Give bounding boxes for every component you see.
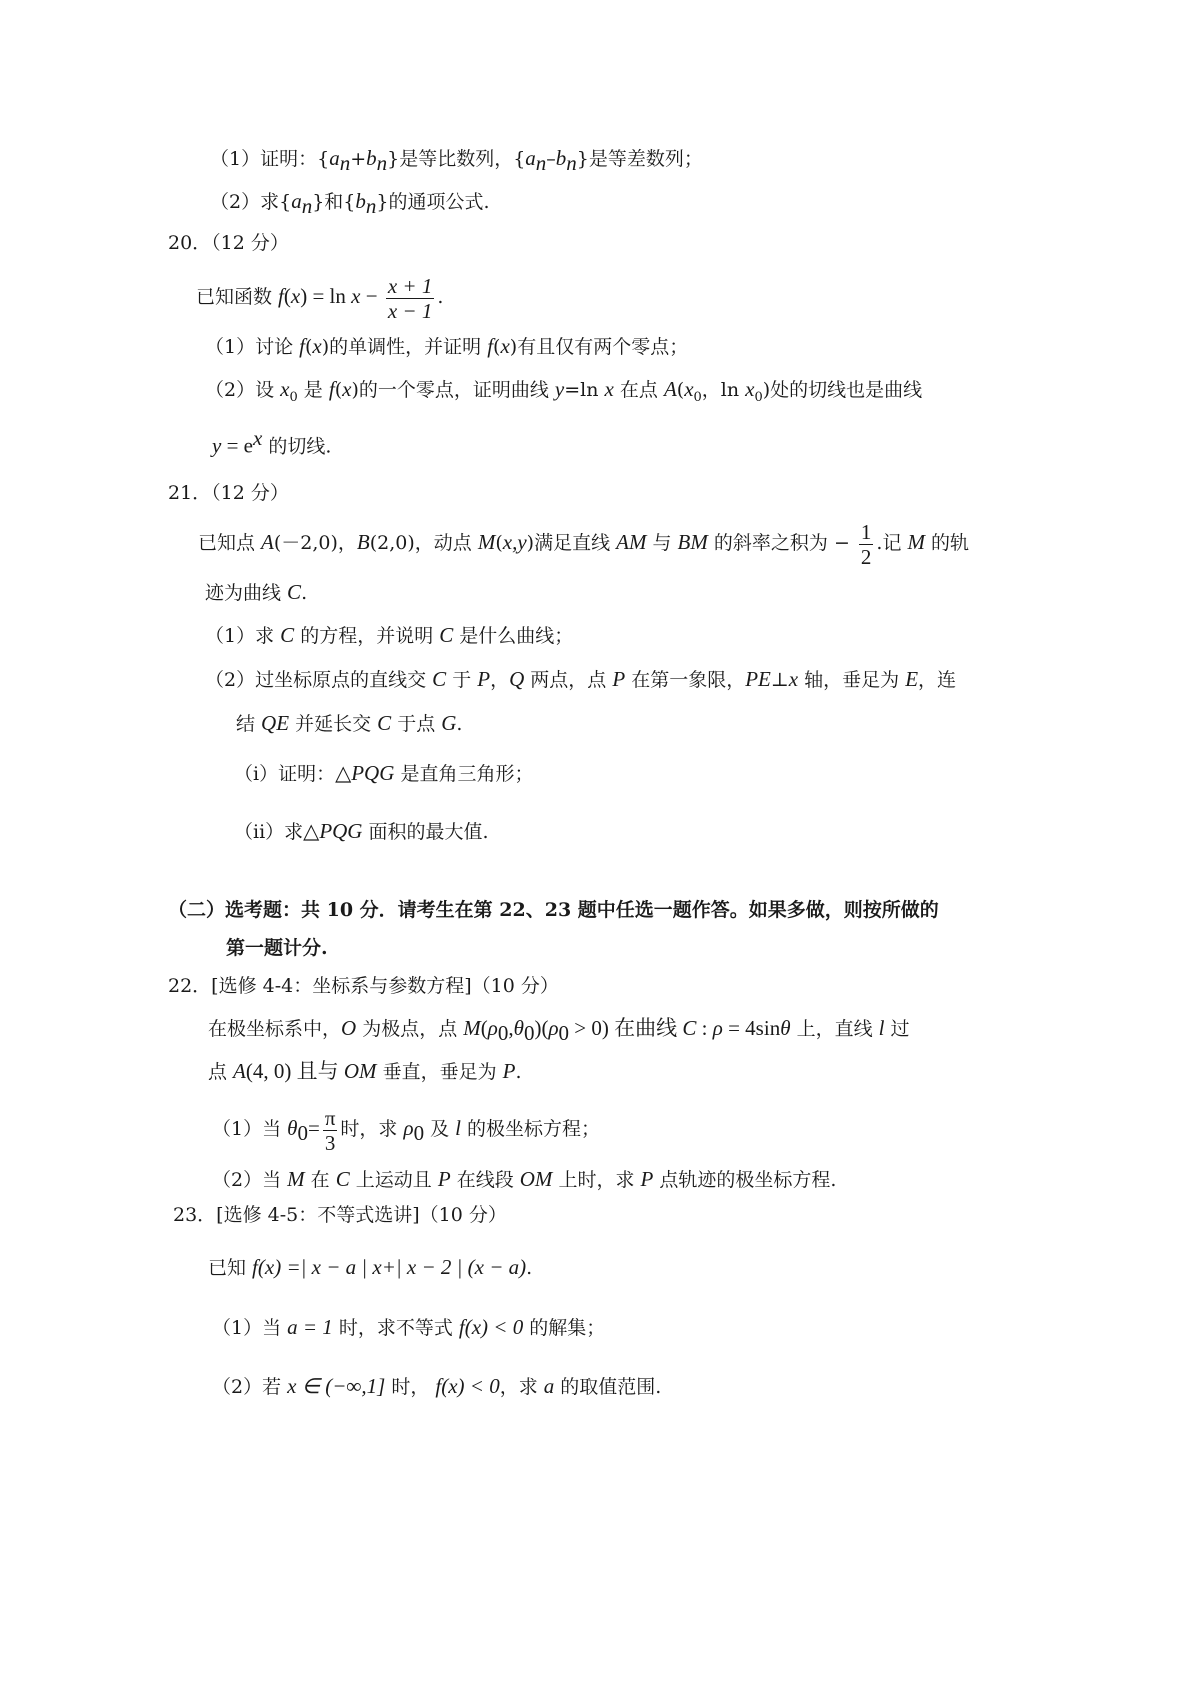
q22-stem-text: 为极点，点 xyxy=(356,1018,464,1040)
sup-x: x xyxy=(253,426,263,450)
q20-header: 20．（12 分） xyxy=(168,232,289,254)
sub-0: 0 xyxy=(413,1120,425,1145)
point-G: G xyxy=(441,711,457,735)
q22-p1-text: （1）当 xyxy=(212,1118,288,1140)
var-x: x xyxy=(788,667,799,691)
paren: ( xyxy=(480,1016,488,1040)
q20-p2-text: ，ln xyxy=(701,379,746,401)
q20-p1-text: （1）讨论 xyxy=(205,336,300,358)
curve-C: C xyxy=(335,1167,350,1191)
q20-p1-text: 的单调性，并证明 xyxy=(329,336,488,358)
q22-p2-text: 在线段 xyxy=(450,1169,520,1191)
var-theta: θ xyxy=(513,1016,524,1040)
fraction xyxy=(323,1106,338,1155)
q22-stem2-text: 垂直，垂足为 xyxy=(376,1061,503,1083)
var-rho: ρ xyxy=(712,1016,723,1040)
var-theta: θ xyxy=(780,1016,791,1040)
sub-0: 0 xyxy=(558,1020,570,1045)
paren: )( xyxy=(534,1016,549,1040)
q20-p2-text: 在点 xyxy=(613,379,664,401)
q20-p1-text: 有且仅有两个零点； xyxy=(517,336,689,358)
point-M: M xyxy=(287,1167,305,1191)
q21-stem-text: 与 xyxy=(646,532,678,554)
point-M: M xyxy=(477,530,496,554)
sub-n: n xyxy=(301,193,313,218)
var-rho: ρ xyxy=(403,1116,414,1140)
q23-stem xyxy=(208,1254,532,1281)
q21-header: 21．（12 分） xyxy=(168,482,289,504)
q21-p2-text: （2）过坐标原点的直线交 xyxy=(205,669,433,691)
paren: ( xyxy=(676,379,685,401)
point-P: P xyxy=(437,1167,451,1191)
q22-p2-text: 点轨迹的极坐标方程. xyxy=(653,1169,837,1191)
q21-stem-text: (2,0)，动点 xyxy=(369,532,478,554)
section2-line2: 第一题计分. xyxy=(226,937,328,959)
point-B: B xyxy=(356,530,370,554)
comma: , xyxy=(508,1016,514,1040)
sub-0: 0 xyxy=(289,389,298,405)
q22-header: 22．[选修 4-4：坐标系与参数方程]（10 分） xyxy=(168,975,559,997)
q20-p2-text: 是 xyxy=(297,379,329,401)
q21-part1 xyxy=(205,622,573,649)
curve-C: C xyxy=(439,623,454,647)
var-rho: ρ xyxy=(548,1016,559,1040)
sub-n: n xyxy=(365,193,377,218)
q22-part1 xyxy=(212,1100,600,1161)
period: . xyxy=(526,1257,533,1279)
var-f: f xyxy=(278,284,284,308)
fraction-numerator: x + 1 xyxy=(387,273,433,298)
fraction-denominator: x − 1 xyxy=(387,298,433,323)
q20-p2b-text: 的切线. xyxy=(262,435,332,458)
q22-p2-text: 上时，求 xyxy=(552,1169,641,1191)
function-expression: f(x) =| x − a | x+| x − 2 | (x − a) xyxy=(252,1255,527,1279)
q21-p1-text: （1）求 xyxy=(205,625,281,647)
sub-n: n xyxy=(339,150,351,175)
q21-p2-text: 于 xyxy=(446,669,478,691)
q19-part2 xyxy=(210,188,490,219)
var-rho: ρ xyxy=(487,1016,498,1040)
q21-part2-continued xyxy=(236,710,462,737)
sub-0: 0 xyxy=(754,389,763,405)
q21-p2b-text: 于点 xyxy=(391,713,442,735)
q22-p2-text: 上运动且 xyxy=(349,1169,438,1191)
q23-part2 xyxy=(212,1373,661,1400)
q19-p2-text: （2）求{ xyxy=(210,191,292,213)
var-x: x xyxy=(312,334,322,358)
q22-stem-text: = 4sin xyxy=(722,1016,781,1040)
q22-p2-text: 在 xyxy=(304,1169,336,1191)
curve-C: C xyxy=(287,580,302,604)
q22-stem-text: 上，直线 xyxy=(790,1018,879,1040)
curve-C: C xyxy=(377,711,392,735)
var-x: x xyxy=(280,377,290,401)
minus-sign: − xyxy=(360,284,383,308)
q23-p2-text: （2）若 xyxy=(212,1376,288,1398)
section2-line1: （二）选考题：共 10 分．请考生在第 22、23 题中任选一题作答。如果多做，则按所做的 xyxy=(168,899,939,921)
var-x: x xyxy=(290,284,301,308)
plus-sign: + xyxy=(350,148,367,170)
point-M: M xyxy=(463,1016,481,1040)
q21-p2-text: 两点，点 xyxy=(524,669,613,691)
q22-stem-text: 过 xyxy=(884,1018,910,1040)
var-y: y xyxy=(212,433,222,458)
var-x: x xyxy=(342,377,352,401)
q21-stem2-text: 迹为曲线 xyxy=(205,582,288,604)
point-O: O xyxy=(341,1016,357,1040)
minus-sign: – xyxy=(546,148,556,170)
q19-p1-text: （1）证明：{ xyxy=(210,148,330,170)
triangle-PQG: PQG xyxy=(319,819,363,843)
q21-stem-text: 已知点 xyxy=(198,532,262,554)
fraction-numerator: 1 xyxy=(860,519,872,544)
q21-part2-ii xyxy=(234,818,489,845)
q19-part1 xyxy=(210,145,703,176)
fraction-denominator: 3 xyxy=(324,1130,336,1155)
fraction-denominator: 2 xyxy=(860,544,872,569)
sub-0: 0 xyxy=(297,1120,308,1145)
equals-ln: = ln xyxy=(307,284,352,308)
q22-stem2-text: (4, 0) 且与 xyxy=(245,1059,344,1083)
q20-part1: （1）讨论 f(x)的单调性，并证明 f(x)有且仅有两个零点； xyxy=(205,334,689,358)
sub-0: 0 xyxy=(523,1020,535,1045)
q22-p1-text: 的极坐标方程； xyxy=(461,1118,601,1140)
paren: ( xyxy=(495,532,503,554)
fraction-numerator: π xyxy=(324,1105,336,1130)
point-A: A xyxy=(261,530,274,554)
q19-p2-text: }的通项公式. xyxy=(376,191,490,213)
q21-stem-line1 xyxy=(198,514,969,571)
q21-pi-text: （i）证明： xyxy=(234,763,336,785)
q23-p1-text: （1）当 xyxy=(212,1317,288,1339)
triangle-symbol: △ xyxy=(303,819,320,843)
perp-symbol: ⊥ xyxy=(770,669,789,691)
inequality: f(x) < 0 xyxy=(458,1315,524,1339)
q22-p1-text: 时，求 xyxy=(340,1118,404,1140)
q22-stem2-text: 点 xyxy=(208,1061,234,1083)
q22-stem-line1 xyxy=(208,1015,910,1046)
q22-stem-text: > 0) 在曲线 xyxy=(569,1016,683,1040)
var-a: a xyxy=(329,146,340,170)
q20-p2-text: )处的切线也是曲线 xyxy=(762,379,923,401)
segment-QE: QE xyxy=(261,711,290,735)
period: . xyxy=(515,1061,522,1083)
condition-a: a = 1 xyxy=(287,1315,333,1339)
q23-part1 xyxy=(212,1314,605,1341)
triangle-symbol: △ xyxy=(335,761,352,785)
q21-stem-text: .记 xyxy=(876,532,908,554)
line-AM: AM xyxy=(616,530,647,554)
point-Q: Q xyxy=(509,667,525,691)
curve-C: C xyxy=(432,667,447,691)
var-x: x xyxy=(351,284,361,308)
line-l: l xyxy=(878,1016,885,1040)
period: . xyxy=(456,713,463,735)
q21-p2b-text: 并延长交 xyxy=(289,713,378,735)
q19-p1-text: }是等比数列，{ xyxy=(387,148,526,170)
point-P: P xyxy=(612,667,626,691)
q21-pii-text: 面积的最大值. xyxy=(362,821,489,843)
inequality: f(x) < 0 xyxy=(435,1374,500,1398)
q23-p2-text: ，求 xyxy=(499,1376,544,1398)
curve-C: C xyxy=(682,1016,697,1040)
q21-pi-text: 是直角三角形； xyxy=(394,763,534,785)
var-x: x xyxy=(604,377,614,401)
q21-part2 xyxy=(205,666,956,693)
var-theta: θ xyxy=(287,1116,298,1140)
q23-p1-text: 时，求不等式 xyxy=(332,1317,459,1339)
period: . xyxy=(437,286,444,308)
triangle-PQG: PQG xyxy=(351,761,395,785)
var-f: f xyxy=(299,334,305,358)
colon: : xyxy=(696,1016,713,1040)
q20-stem-text: 已知函数 xyxy=(196,286,279,308)
q20-part2: （2）设 $x_0$ 是 f(x)的一个零点，证明曲线 y=ln x 在点 $A(x_0$，$\ln x_0$)处的切线也是曲线 xyxy=(205,377,923,405)
fraction xyxy=(386,274,435,323)
q22-part2 xyxy=(212,1166,836,1193)
sub-n: n xyxy=(376,150,388,175)
interval-condition: x ∈ (−∞,1] xyxy=(287,1374,386,1398)
q20-stem: 已知函数 f(x) = ln x − $\frac{x + 1}{x - 1}$ . xyxy=(196,273,444,323)
segment-OM: OM xyxy=(519,1167,553,1191)
q23-header: 23．[选修 4-5：不等式选讲]（10 分） xyxy=(173,1204,507,1226)
sub-0: 0 xyxy=(497,1020,509,1045)
q21-p2b-text: 结 xyxy=(236,713,262,735)
comma: ， xyxy=(490,669,510,691)
var-f: f xyxy=(328,377,335,401)
q22-stem-text: 在极坐标系中， xyxy=(208,1018,342,1040)
q20-part2-continued xyxy=(212,425,331,459)
segment-PE: PE xyxy=(745,667,771,691)
var-x: x xyxy=(500,334,510,358)
q21-p2-text: 在第一象限， xyxy=(625,669,746,691)
var-f: f xyxy=(487,334,494,358)
q20-p2-text: =ln xyxy=(564,379,605,401)
point-A: A xyxy=(233,1059,246,1083)
q20-p2-text: （2）设 xyxy=(205,379,281,401)
point-E: E xyxy=(905,667,919,691)
point-P: P xyxy=(477,667,491,691)
q22-p1-text: 及 xyxy=(424,1118,456,1140)
var-x: x xyxy=(684,377,694,401)
segment-OM: OM xyxy=(343,1059,377,1083)
q21-p1-text: 是什么曲线； xyxy=(453,625,574,647)
q22-p2-text: （2）当 xyxy=(212,1169,288,1191)
equals-e: = e xyxy=(221,433,253,458)
q19-p2-text: }和{ xyxy=(312,191,356,213)
q23-p1-text: 的解集； xyxy=(523,1317,606,1339)
point-A: A xyxy=(663,377,677,401)
q21-pii-text: （ii）求 xyxy=(234,821,304,843)
var-y: y xyxy=(554,377,565,401)
sub-0: 0 xyxy=(693,389,702,405)
point-P: P xyxy=(640,1167,654,1191)
period: . xyxy=(301,582,308,604)
equals-sign: = xyxy=(307,1116,320,1140)
var-b: b xyxy=(555,146,567,170)
q22-stem-line2 xyxy=(208,1058,522,1085)
line-BM: BM xyxy=(677,530,708,554)
var-a: a xyxy=(543,1374,555,1398)
q21-stem-text: (－2,0)， xyxy=(273,532,357,554)
q21-stem-text: 的轨 xyxy=(925,532,970,554)
q21-stem-line2 xyxy=(205,579,307,606)
sub-n: n xyxy=(566,150,577,175)
q21-p2-text: ，连 xyxy=(918,669,957,691)
q21-stem-text: )满足直线 xyxy=(526,532,617,554)
q19-p1-text: }是等差数列； xyxy=(576,148,703,170)
point-P: P xyxy=(502,1059,516,1083)
curve-C: C xyxy=(280,623,295,647)
q23-p2-text: 时， xyxy=(385,1376,436,1398)
q20-p2-text: 的一个零点，证明曲线 xyxy=(358,379,555,401)
q21-stem-text: 的斜率之积为 − xyxy=(707,532,856,554)
line-l: l xyxy=(455,1116,461,1140)
q21-p1-text: 的方程，并说明 xyxy=(294,625,440,647)
sub-n: n xyxy=(535,150,547,175)
var-a: a xyxy=(525,146,536,170)
var-xy: x,y xyxy=(502,530,527,554)
var-b: b xyxy=(366,146,377,170)
point-M: M xyxy=(907,530,926,554)
q23-stem-text: 已知 xyxy=(208,1257,253,1279)
var-b: b xyxy=(355,189,366,213)
fraction xyxy=(859,520,874,569)
q21-part2-i xyxy=(234,760,533,787)
var-x: x xyxy=(745,377,755,401)
q23-p2-text: 的取值范围. xyxy=(554,1376,662,1398)
q21-p2-text: 轴，垂足为 xyxy=(798,669,906,691)
var-a: a xyxy=(291,189,302,213)
